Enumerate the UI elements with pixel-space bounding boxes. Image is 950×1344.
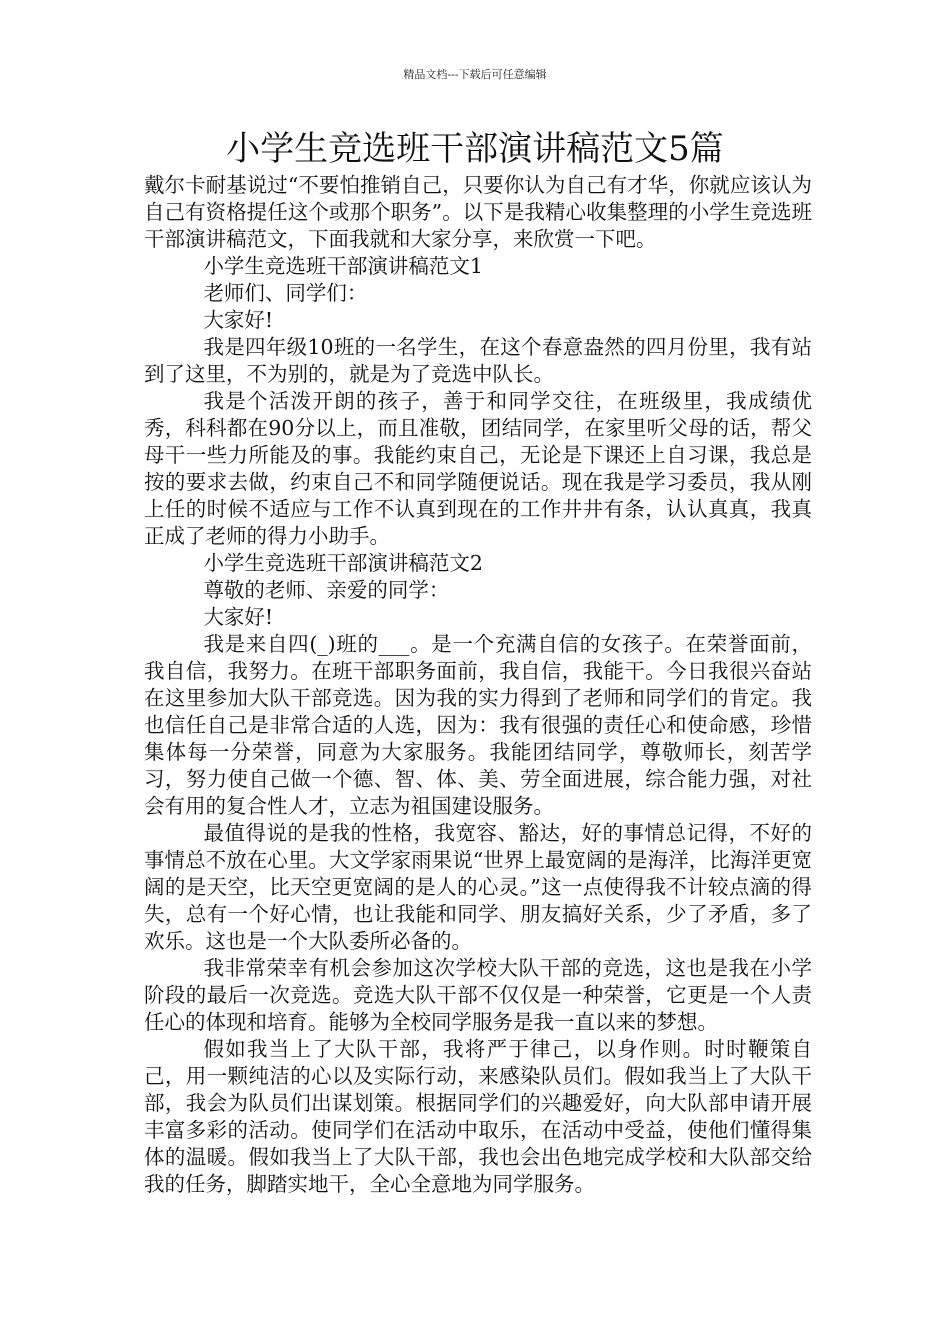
greeting-2: 大家好! xyxy=(203,605,274,629)
paragraph: 我是来自四(_)班的___。是一个充满自信的女孩子。在荣誉面前，我自信，我努力。在班干部职务面前，我自信，我能干。今日我很兴奋站在这里参加大队干部竞选。因为我的实力得到了老师和同学们的肯定。我也信任自己是非常合适的人选，因为：我有很强的责任心和使命感，珍惜集体每一分荣誉，同意为大家服务。我能团结同学，尊敬师长，刻苦学习，努力使自己做一个德、智、体、美、劳全面进展，综合能力强，对社会有用的复合性人才，立志为祖国建设服务。 xyxy=(144,632,812,818)
paragraph: 最值得说的是我的性格，我宽容、豁达，好的事情总记得，不好的事情总不放在心里。大文学家雨果说“世界上最宽阔的是海洋，比海洋更宽阔的是天空，比天空更宽阔的是人的心灵。”这一点使得我不计较点滴的得失，总有一个好心情，也让我能和同学、朋友搞好关系，少了矛盾，多了欢乐。这也是一个大队委所必备的。 xyxy=(144,821,812,953)
salutation-1: 老师们、同学们： xyxy=(203,281,368,305)
section-heading-2: 小学生竞选班干部演讲稿范文2 xyxy=(203,551,483,575)
paragraph: 我是四年级10班的一名学生，在这个春意盎然的四月份里，我有站到了这里，不为别的，就是为了竞选中队长。 xyxy=(144,335,812,386)
salutation-2: 尊敬的老师、亲爱的同学： xyxy=(203,578,450,602)
paragraph: 我是个活泼开朗的孩子，善于和同学交往，在班级里，我成绩优秀，科科都在90分以上，而且准敬，团结同学，在家里听父母的话，帮父母干一些力所能及的事。我能约束自己，无论是下课还上自习课，我总是按的要求去做，约束自己不和同学随便说话。现在我是学习委员，我从刚上任的时候不适应与工作不认真到现在的工作井井有条，认认真真，我真正成了老师的得力小助手。 xyxy=(144,389,812,548)
document-title: 小学生竞选班干部演讲稿范文5篇 xyxy=(226,129,724,169)
paragraph-intro: 戴尔卡耐基说过“不要怕推销自己，只要你认为自己有才华，你就应该认为自己有资格提任这个或那个职务”。以下是我精心收集整理的小学生竞选班干部演讲稿范文，下面我就和大家分享，来欣赏一下吧。 xyxy=(144,173,812,251)
section-heading-1: 小学生竞选班干部演讲稿范文1 xyxy=(203,254,483,278)
document-body xyxy=(144,172,812,1198)
greeting-1: 大家好! xyxy=(203,308,274,332)
paragraph: 我非常荣幸有机会参加这次学校大队干部的竞选，这也是我在小学阶段的最后一次竞选。竞选大队干部不仅仅是一种荣誉，它更是一个人责任心的体现和培育。能够为全校同学服务是我一直以来的梦想。 xyxy=(144,956,812,1034)
header-note: 精品文档---下载后可任意编辑 xyxy=(403,68,547,81)
paragraph: 假如我当上了大队干部，我将严于律己，以身作则。时时鞭策自己，用一颗纯洁的心以及实际行动，来感染队员们。假如我当上了大队干部，我会为队员们出谋划策。根据同学们的兴趣爱好，向大队部申请开展丰富多彩的活动。使同学们在活动中取乐，在活动中受益，使他们懂得集体的温暖。假如我当上了大队干部，我也会出色地完成学校和大队部交给我的任务，脚踏实地干，全心全意地为同学服务。 xyxy=(144,1037,812,1196)
